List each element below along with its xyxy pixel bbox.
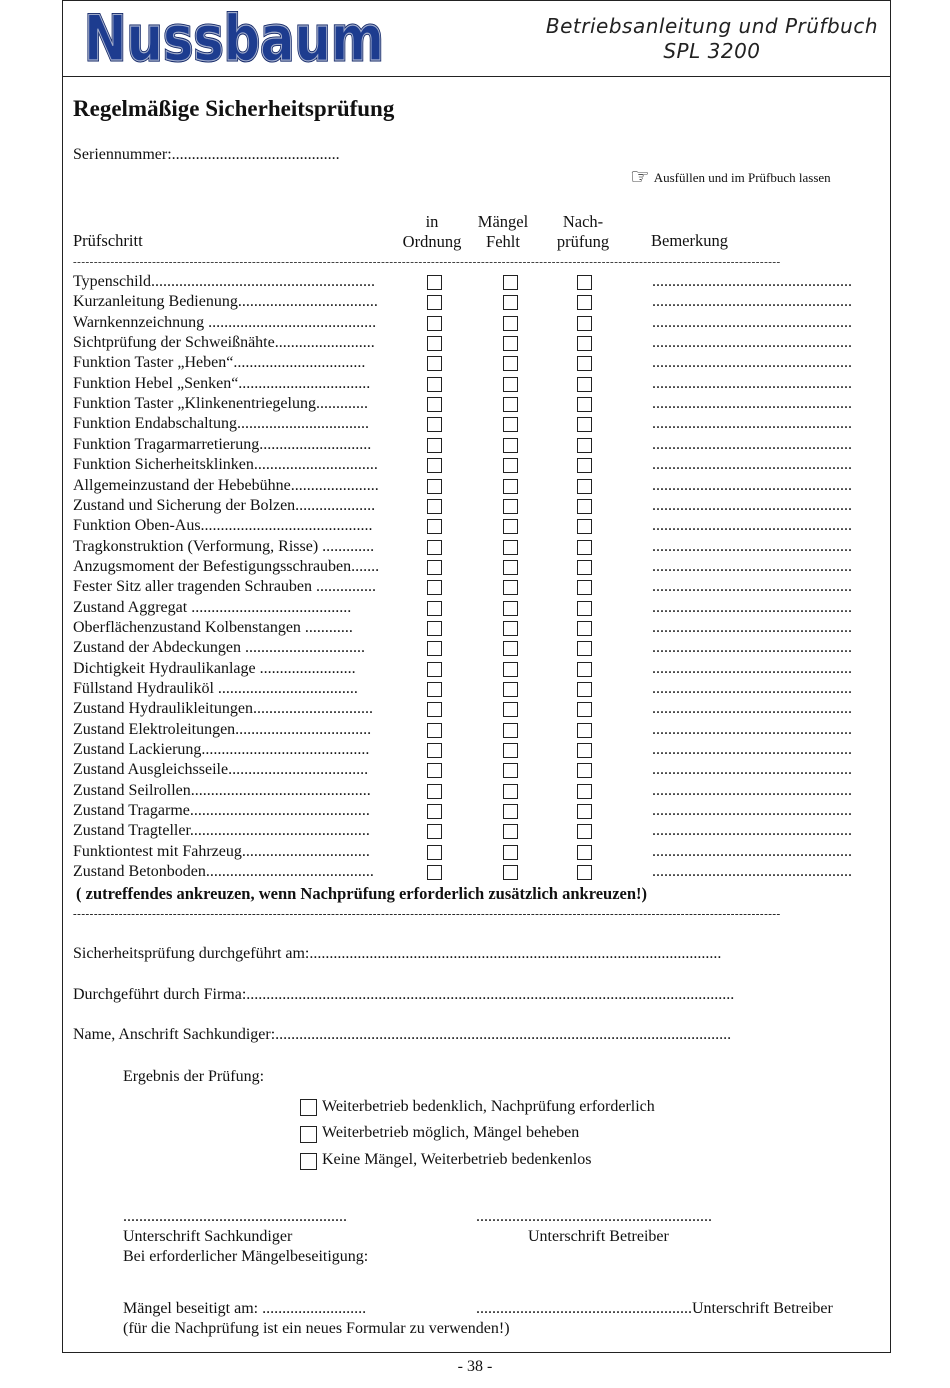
- checkbox-ok[interactable]: [427, 601, 442, 616]
- checkbox-defect[interactable]: [503, 336, 518, 351]
- checkbox-defect[interactable]: [503, 784, 518, 799]
- instruction-note: ( zutreffendes ankreuzen, wenn Nachprüfung erforderlich zusätzlich ankreuzen!): [76, 884, 648, 903]
- checkbox-recheck[interactable]: [577, 499, 592, 514]
- column-header-ok-line2: Ordnung: [402, 232, 462, 251]
- checkbox-ok[interactable]: [427, 356, 442, 371]
- checkbox-defect[interactable]: [503, 479, 518, 494]
- checklist-row: [73, 456, 883, 476]
- checkbox-recheck[interactable]: [577, 865, 592, 880]
- remark-field[interactable]: ..................................................: [652, 680, 852, 697]
- checkbox-recheck[interactable]: [577, 824, 592, 839]
- checkbox-recheck[interactable]: [577, 438, 592, 453]
- checkbox-recheck[interactable]: [577, 662, 592, 677]
- column-header-recheck-line1: Nach-: [562, 212, 604, 231]
- checklist-item-label: Fester Sitz aller tragenden Schrauben ...............: [73, 578, 377, 596]
- checklist-item-label: Zustand und Sicherung der Bolzen....................: [73, 496, 376, 514]
- column-header-defect-line2: Fehlt: [486, 232, 520, 251]
- expert-name-field[interactable]: Name, Anschrift Sachkundiger:..................................................................................................................: [73, 1026, 732, 1043]
- checklist-row: [73, 314, 883, 334]
- checklist-item-label: Zustand Lackierung..........................................: [73, 741, 370, 759]
- checklist-row: [73, 700, 883, 720]
- column-header-ok-line1: in: [425, 212, 439, 231]
- checkbox-ok[interactable]: [427, 702, 442, 717]
- inspection-date-field[interactable]: Sicherheitsprüfung durchgeführt am:.......................................................................................................: [73, 945, 722, 962]
- checklist-row: [73, 578, 883, 598]
- checklist-row: [73, 273, 883, 293]
- checkbox-ok[interactable]: [427, 682, 442, 697]
- checkbox-ok[interactable]: [427, 784, 442, 799]
- remark-field[interactable]: ..................................................: [652, 517, 852, 535]
- checkbox-recheck[interactable]: [577, 417, 592, 432]
- checklist-row: [73, 497, 883, 517]
- checkbox-recheck[interactable]: [577, 479, 592, 494]
- checkbox-recheck[interactable]: [577, 743, 592, 758]
- result-option-possible: Weiterbetrieb möglich, Mängel beheben: [322, 1124, 580, 1141]
- checklist-item-label: Sichtprüfung der Schweißnähte.........................: [73, 334, 375, 352]
- checkbox-recheck[interactable]: [577, 560, 592, 575]
- checklist-item-label: Zustand Hydraulikleitungen..............................: [73, 700, 373, 718]
- checkbox-defect[interactable]: [503, 763, 518, 778]
- checklist-item-label: Oberflächenzustand Kolbenstangen ............: [73, 618, 353, 636]
- remark-field[interactable]: ..................................................: [652, 496, 852, 514]
- checklist-row: [73, 293, 883, 313]
- result-checkbox-possible[interactable]: [300, 1126, 317, 1143]
- checklist-item-label: Zustand Tragarme.............................................: [73, 802, 370, 820]
- checklist-item-label: Füllstand Hydrauliköl ...................................: [73, 680, 358, 697]
- checkbox-ok[interactable]: [427, 723, 442, 738]
- checkbox-ok[interactable]: [427, 397, 442, 412]
- checkbox-defect[interactable]: [503, 580, 518, 595]
- checkbox-recheck[interactable]: [577, 641, 592, 656]
- checkbox-ok[interactable]: [427, 560, 442, 575]
- checkbox-defect[interactable]: [503, 417, 518, 432]
- checkbox-ok[interactable]: [427, 519, 442, 534]
- new-form-note: (für die Nachprüfung ist ein neues Formular zu verwenden!): [123, 1320, 510, 1337]
- checkbox-recheck[interactable]: [577, 540, 592, 555]
- checkbox-recheck[interactable]: [577, 295, 592, 310]
- checklist-item-label: Funktion Hebel „Senken“.................................: [73, 374, 371, 392]
- checklist-item-label: Zustand Seilrollen.............................................: [73, 781, 371, 799]
- checklist-item-label: Dichtigkeit Hydraulikanlage ........................: [73, 659, 356, 677]
- remark-field[interactable]: ..................................................: [652, 557, 852, 575]
- checkbox-ok[interactable]: [427, 621, 442, 636]
- checklist-item-label: Anzugsmoment der Befestigungsschrauben.......: [73, 557, 380, 575]
- checkbox-ok[interactable]: [427, 540, 442, 555]
- checkbox-defect[interactable]: [503, 458, 518, 473]
- remark-field[interactable]: ..................................................: [652, 761, 852, 779]
- checkbox-ok[interactable]: [427, 458, 442, 473]
- result-checkbox-no-defects[interactable]: [300, 1153, 317, 1170]
- checkbox-defect[interactable]: [503, 641, 518, 656]
- checkbox-ok[interactable]: [427, 316, 442, 331]
- checkbox-defect[interactable]: [503, 499, 518, 514]
- checkbox-recheck[interactable]: [577, 356, 592, 371]
- expert-signature-line[interactable]: ........................................................: [123, 1208, 347, 1225]
- document-title-line2: SPL 3200: [663, 39, 761, 63]
- nussbaum-logo: [80, 6, 390, 70]
- checkbox-recheck[interactable]: [577, 316, 592, 331]
- checkbox-recheck[interactable]: [577, 784, 592, 799]
- checklist-row: [73, 639, 883, 659]
- checkbox-ok[interactable]: [427, 865, 442, 880]
- column-header-remark: Bemerkung: [651, 231, 728, 250]
- remark-field[interactable]: ..................................................: [652, 842, 852, 860]
- checkbox-defect[interactable]: [503, 702, 518, 717]
- remark-field[interactable]: ..................................................: [652, 578, 852, 596]
- header-divider: [62, 76, 891, 77]
- defect-repair-note: Bei erforderlicher Mängelbeseitigung:: [123, 1248, 369, 1265]
- pointing-hand-icon: ☞: [630, 164, 650, 189]
- checkbox-ok[interactable]: [427, 743, 442, 758]
- checklist-item-label: Tragkonstruktion (Verformung, Risse) .............: [73, 537, 375, 555]
- checkbox-ok[interactable]: [427, 662, 442, 677]
- checklist-item-label: Funktion Tragarmarretierung............................: [73, 435, 372, 453]
- checkbox-defect[interactable]: [503, 316, 518, 331]
- checklist-row: [73, 375, 883, 395]
- checklist-item-label: Warnkennzeichnung ..........................................: [73, 313, 377, 331]
- checklist-item-label: Zustand Tragteller.............................................: [73, 822, 370, 840]
- checkbox-recheck[interactable]: [577, 621, 592, 636]
- operator-signature-label: Unterschrift Betreiber: [528, 1228, 669, 1245]
- expert-signature-label: Unterschrift Sachkundiger: [123, 1228, 293, 1245]
- document-title: [546, 14, 878, 64]
- checklist-row: [73, 741, 883, 761]
- remark-field[interactable]: ..................................................: [652, 334, 852, 352]
- defects-fixed-date-field[interactable]: Mängel beseitigt am: ..........................: [123, 1300, 367, 1317]
- checkbox-recheck[interactable]: [577, 275, 592, 290]
- remark-field[interactable]: ..................................................: [652, 720, 852, 738]
- remark-field[interactable]: ..................................................: [652, 618, 852, 636]
- checkbox-ok[interactable]: [427, 580, 442, 595]
- result-option-concerns: Weiterbetrieb bedenklich, Nachprüfung erforderlich: [322, 1098, 655, 1115]
- column-header-defect: [470, 212, 536, 252]
- remark-field[interactable]: ..................................................: [652, 700, 852, 718]
- checkbox-defect[interactable]: [503, 356, 518, 371]
- checklist-item-label: Kurzanleitung Bedienung...................................: [73, 293, 378, 311]
- page-number: - 38 -: [457, 1358, 493, 1375]
- checklist-row: [73, 761, 883, 781]
- remark-field[interactable]: ..................................................: [652, 802, 852, 820]
- result-label: Ergebnis der Prüfung:: [123, 1068, 265, 1085]
- company-field[interactable]: Durchgeführt durch Firma:..........................................................................................................................: [73, 986, 735, 1003]
- checkbox-ok[interactable]: [427, 641, 442, 656]
- remark-field[interactable]: ..................................................: [652, 313, 852, 331]
- remark-field[interactable]: ..................................................: [652, 822, 852, 840]
- svg-text:Nussbaum: Nussbaum: [84, 6, 384, 70]
- checkbox-ok[interactable]: [427, 845, 442, 860]
- checkbox-ok[interactable]: [427, 438, 442, 453]
- checkbox-ok[interactable]: [427, 417, 442, 432]
- checklist-row: [73, 782, 883, 802]
- checkbox-ok[interactable]: [427, 763, 442, 778]
- checklist-row: [73, 619, 883, 639]
- document-title-line1: Betriebsanleitung und Prüfbuch: [545, 14, 878, 38]
- checkbox-defect[interactable]: [503, 682, 518, 697]
- checklist-row: [73, 721, 883, 741]
- checkbox-ok[interactable]: [427, 499, 442, 514]
- checkbox-ok[interactable]: [427, 295, 442, 310]
- checkbox-defect[interactable]: [503, 275, 518, 290]
- checklist-row: [73, 822, 883, 842]
- checklist-row: [73, 517, 883, 537]
- checklist-row: [73, 843, 883, 863]
- checklist-row: [73, 558, 883, 578]
- checkbox-ok[interactable]: [427, 275, 442, 290]
- remark-field[interactable]: ..................................................: [652, 354, 852, 372]
- checkbox-defect[interactable]: [503, 662, 518, 677]
- checkbox-defect[interactable]: [503, 438, 518, 453]
- remark-field[interactable]: ..................................................: [652, 273, 852, 290]
- checklist-item-label: Funktion Taster „Klinkenentriegelung.............: [73, 395, 368, 413]
- checkbox-ok[interactable]: [427, 479, 442, 494]
- checkbox-recheck[interactable]: [577, 601, 592, 616]
- checkbox-defect[interactable]: [503, 377, 518, 392]
- checklist-item-label: Zustand Elektroleitungen..................................: [73, 720, 372, 738]
- checkbox-defect[interactable]: [503, 540, 518, 555]
- checklist-item-label: Funktiontest mit Fahrzeug................................: [73, 842, 370, 860]
- remark-field[interactable]: ..................................................: [652, 374, 852, 392]
- checklist-row: [73, 802, 883, 822]
- checklist-row: [73, 599, 883, 619]
- checklist-item-label: Funktion Taster „Heben“.................................: [73, 354, 366, 372]
- checklist-row: [73, 680, 883, 700]
- checklist-row: [73, 660, 883, 680]
- remark-field[interactable]: ..................................................: [652, 659, 852, 677]
- checkbox-recheck[interactable]: [577, 336, 592, 351]
- checklist-item-label: Allgemeinzustand der Hebebühne......................: [73, 476, 379, 494]
- serial-number-field[interactable]: Seriennummer:..........................................: [73, 146, 340, 163]
- checkbox-recheck[interactable]: [577, 682, 592, 697]
- checkbox-ok[interactable]: [427, 336, 442, 351]
- checkbox-recheck[interactable]: [577, 519, 592, 534]
- result-checkbox-concerns[interactable]: [300, 1099, 317, 1116]
- column-header-recheck-line2: prüfung: [556, 232, 610, 251]
- checkbox-ok[interactable]: [427, 824, 442, 839]
- checklist-row: [73, 354, 883, 374]
- checklist-row: [73, 334, 883, 354]
- remark-field[interactable]: ..................................................: [652, 741, 852, 759]
- remark-field[interactable]: ..................................................: [652, 293, 852, 311]
- checklist-item-label: Zustand Aggregat ........................................: [73, 598, 352, 616]
- checklist-row: [73, 477, 883, 497]
- remark-field[interactable]: ..................................................: [652, 415, 852, 433]
- checkbox-defect[interactable]: [503, 804, 518, 819]
- remark-field[interactable]: ..................................................: [652, 639, 852, 657]
- remark-field[interactable]: ..................................................: [652, 435, 852, 453]
- result-option-no-defects: Keine Mängel, Weiterbetrieb bedenkenlos: [322, 1151, 592, 1168]
- checkbox-ok[interactable]: [427, 377, 442, 392]
- checklist-item-label: Zustand der Abdeckungen ..............................: [73, 639, 365, 657]
- column-header-defect-line1: Mängel: [477, 212, 529, 231]
- checklist-row: [73, 415, 883, 435]
- remark-field[interactable]: ..................................................: [652, 598, 852, 616]
- checklist-item-label: Typenschild........................................................: [73, 273, 375, 290]
- page-title: Regelmäßige Sicherheitsprüfung: [73, 96, 395, 121]
- checklist-item-label: Zustand Betonboden..........................................: [73, 863, 374, 881]
- checkbox-defect[interactable]: [503, 845, 518, 860]
- checkbox-defect[interactable]: [503, 601, 518, 616]
- remark-field[interactable]: ..................................................: [652, 476, 852, 494]
- column-header-recheck: [548, 212, 618, 252]
- checklist-item-label: Funktion Sicherheitsklinken...............................: [73, 456, 378, 474]
- column-header-step: Prüfschritt: [73, 231, 143, 250]
- checkbox-recheck[interactable]: [577, 702, 592, 717]
- checkbox-defect[interactable]: [503, 865, 518, 880]
- checklist-item-label: Zustand Ausgleichsseile...................................: [73, 761, 369, 779]
- remark-field[interactable]: ..................................................: [652, 395, 852, 413]
- checkbox-defect[interactable]: [503, 723, 518, 738]
- checkbox-recheck[interactable]: [577, 804, 592, 819]
- fill-in-note: [630, 164, 831, 190]
- checkbox-defect[interactable]: [503, 824, 518, 839]
- checkbox-recheck[interactable]: [577, 763, 592, 778]
- checklist-row: [73, 538, 883, 558]
- svg-text:Nussbaum: Nussbaum: [84, 6, 384, 70]
- checkbox-recheck[interactable]: [577, 458, 592, 473]
- checkbox-defect[interactable]: [503, 295, 518, 310]
- header-separator: --------------------------------------------------------------------------------------------------------------------------------------------------------------------------: [73, 256, 781, 268]
- checklist-item-label: Funktion Oben-Aus...........................................: [73, 517, 373, 535]
- checkbox-defect[interactable]: [503, 560, 518, 575]
- checkbox-defect[interactable]: [503, 397, 518, 412]
- defects-fixed-operator-signature[interactable]: ......................................................Unterschrift Betreiber: [476, 1300, 833, 1317]
- remark-field[interactable]: ..................................................: [652, 537, 852, 555]
- checklist-item-label: Funktion Endabschaltung.................................: [73, 415, 369, 433]
- checkbox-recheck[interactable]: [577, 845, 592, 860]
- fill-in-note-text: Ausfüllen und im Prüfbuch lassen: [653, 170, 831, 185]
- remark-field[interactable]: ..................................................: [652, 781, 852, 799]
- checkbox-recheck[interactable]: [577, 580, 592, 595]
- remark-field[interactable]: ..................................................: [652, 863, 852, 881]
- operator-signature-line[interactable]: ...........................................................: [476, 1208, 712, 1225]
- checklist-row: [73, 436, 883, 456]
- checkbox-defect[interactable]: [503, 743, 518, 758]
- checkbox-defect[interactable]: [503, 621, 518, 636]
- checkbox-recheck[interactable]: [577, 397, 592, 412]
- column-header-ok: [398, 212, 466, 252]
- footer-separator: --------------------------------------------------------------------------------------------------------------------------------------------------------------------------: [73, 908, 781, 920]
- checkbox-recheck[interactable]: [577, 723, 592, 738]
- checkbox-defect[interactable]: [503, 519, 518, 534]
- remark-field[interactable]: ..................................................: [652, 456, 852, 474]
- checkbox-recheck[interactable]: [577, 377, 592, 392]
- checklist-row: [73, 395, 883, 415]
- checklist-row: [73, 863, 883, 883]
- checkbox-ok[interactable]: [427, 804, 442, 819]
